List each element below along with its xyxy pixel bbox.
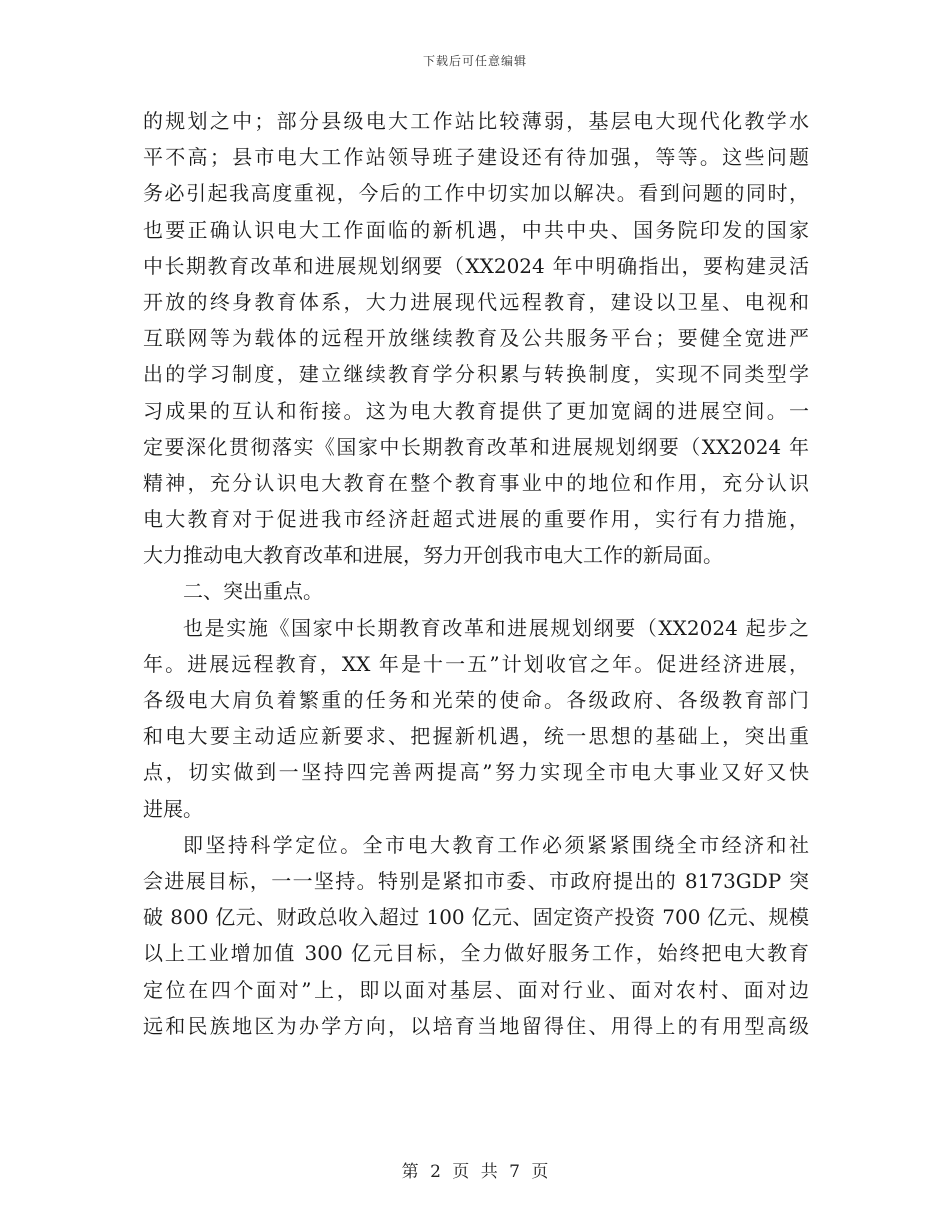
text-line: 平不高；县市电大工作站领导班子建设还有待加强，等等。这些问题 — [143, 145, 809, 170]
text-line: 电大教育对于促进我市经济赶超式进展的重要作用，实行有力措施， — [143, 507, 809, 532]
text-line: 年。进展远程教育，XX 年是十一五”计划收官之年。促进经济进展， — [143, 651, 809, 676]
page-header: 下载后可任意编辑 — [422, 54, 527, 68]
text-line: 务必引起我高度重视，今后的工作中切实加以解决。看到问题的同时， — [143, 181, 809, 206]
text-line: 精神，充分认识电大教育在整个教育事业中的地位和作用，充分认识 — [143, 470, 809, 495]
text-line: 中长期教育改革和进展规划纲要（XX2024 年中明确指出，要构建灵活 — [143, 253, 809, 278]
text-line: 以上工业增加值 300 亿元目标，全力做好服务工作，始终把电大教育 — [143, 941, 809, 966]
text-line: 破 800 亿元、财政总收入超过 100 亿元、固定资产投资 700 亿元、规模 — [143, 905, 809, 930]
text-line: 进展。 — [143, 796, 203, 821]
text-line: 大力推动电大教育改革和进展，努力开创我市电大工作的新局面。 — [143, 543, 723, 568]
section-heading: 二、突出重点。 — [183, 579, 323, 604]
text-line: 定要深化贯彻落实《国家中长期教育改革和进展规划纲要（XX2024 年 — [143, 434, 809, 459]
text-line: 出的学习制度，建立继续教育学分积累与转换制度，实现不同类型学 — [143, 362, 809, 387]
text-line: 也是实施《国家中长期教育改革和进展规划纲要（XX2024 起步之 — [183, 615, 809, 640]
page-number-footer: 第 2 页 共 7 页 — [401, 1162, 549, 1182]
text-line: 互联网等为载体的远程开放继续教育及公共服务平台；要健全宽进严 — [143, 326, 809, 351]
text-line: 的规划之中；部分县级电大工作站比较薄弱，基层电大现代化教学水 — [143, 109, 809, 133]
text-line: 开放的终身教育体系，大力进展现代远程教育，建设以卫星、电视和 — [143, 289, 809, 314]
text-line: 各级电大肩负着繁重的任务和光荣的使命。各级政府、各级教育部门 — [143, 688, 809, 712]
text-line: 即坚持科学定位。全市电大教育工作必须紧紧围绕全市经济和社 — [183, 832, 809, 857]
text-line: 远和民族地区为办学方向，以培育当地留得住、用得上的有用型高级 — [143, 1013, 809, 1038]
text-line: 和电大要主动适应新要求、把握新机遇，统一思想的基础上，突出重 — [143, 724, 809, 749]
text-line: 也要正确认识电大工作面临的新机遇，中共中央、国务院印发的国家 — [143, 217, 809, 242]
text-line: 点，切实做到一坚持四完善两提高”努力实现全市电大事业又好又快 — [143, 760, 809, 785]
text-line: 定位在四个面对”上，即以面对基层、面对行业、面对农村、面对边 — [143, 977, 809, 1002]
document-body — [143, 103, 809, 1044]
text-line: 会进展目标，一一坚持。特别是紧扣市委、市政府提出的 8173GDP 突 — [143, 868, 809, 893]
text-line: 习成果的互认和衔接。这为电大教育提供了更加宽阔的进展空间。一 — [143, 398, 809, 423]
